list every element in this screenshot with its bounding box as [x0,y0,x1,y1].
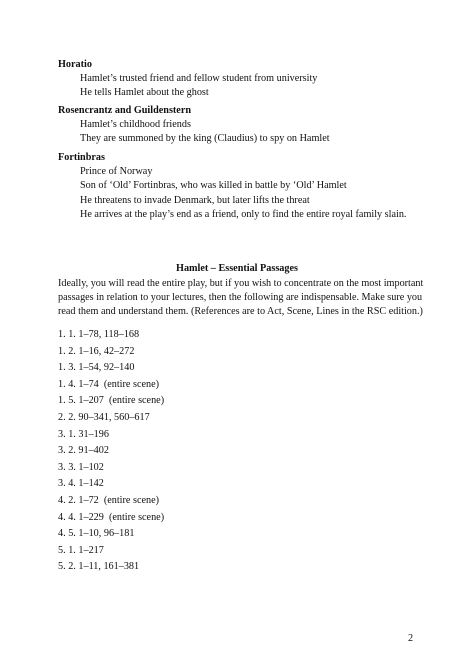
passage-reference: 1. 1. 1–78, 118–168 [58,329,140,340]
passage-reference: 1. 4. 1–74 (entire scene) [58,378,159,390]
passage-reference: 5. 2. 1–11, 161–381 [58,561,140,573]
intro-line: read them and understand them. (References are to Act, Scene, Lines in the RSC edition.) [58,306,423,318]
character-description-line: He tells Hamlet about the ghost [80,87,209,99]
passage-reference: 1. 5. 1–207 (entire scene) [58,395,165,407]
character-description-line: He threatens to invade Denmark, but later lifts the threat [80,194,310,206]
passage-reference: 4. 5. 1–10, 96–181 [58,528,135,540]
passage-reference: 3. 3. 1–102 [58,461,104,473]
passage-reference: 4. 2. 1–72 (entire scene) [58,494,159,506]
passage-reference: 1. 2. 1–16, 42–272 [58,345,135,357]
character-name: Rosencrantz and Guildenstern [58,105,192,116]
character-description-line: Hamlet’s trusted friend and fellow student from university [80,73,318,85]
character-description-line: They are summoned by the king (Claudius) to spy on Hamlet [80,133,330,145]
character-entry-rosencrantz-guildenstern [58,104,438,147]
character-entry-horatio [58,58,438,101]
character-name: Fortinbras [58,152,105,163]
passage-reference: 4. 4. 1–229 (entire scene) [58,511,165,523]
passage-reference: 3. 1. 31–196 [58,428,109,440]
character-entry-fortinbras [58,151,438,222]
passage-reference: 1. 3. 1–54, 92–140 [58,362,135,374]
section-title: Hamlet – Essential Passages [176,263,298,274]
passage-list [58,328,164,577]
intro-paragraph [58,277,424,320]
intro-line: passages in relation to your lectures, then the following are indispensable. Make sure you [58,292,423,304]
passage-reference: 2. 2. 90–341, 560–617 [58,411,150,423]
passage-reference: 5. 1. 1–217 [58,544,104,556]
page-number: 2 [408,633,414,644]
character-name: Horatio [58,59,92,70]
passage-reference: 3. 2. 91–402 [58,445,109,457]
character-description-line: Hamlet’s childhood friends [80,119,191,131]
character-description-line: He arrives at the play’s end as a friend, only to find the entire royal family slain. [80,208,407,220]
passage-reference: 3. 4. 1–142 [58,478,104,490]
character-description-line: Son of ‘Old’ Fortinbras, who was killed in battle by ‘Old’ Hamlet [80,180,347,192]
character-description-line: Prince of Norway [80,166,153,178]
intro-line: Ideally, you will read the entire play, but if you wish to concentrate on the most important [58,278,424,289]
